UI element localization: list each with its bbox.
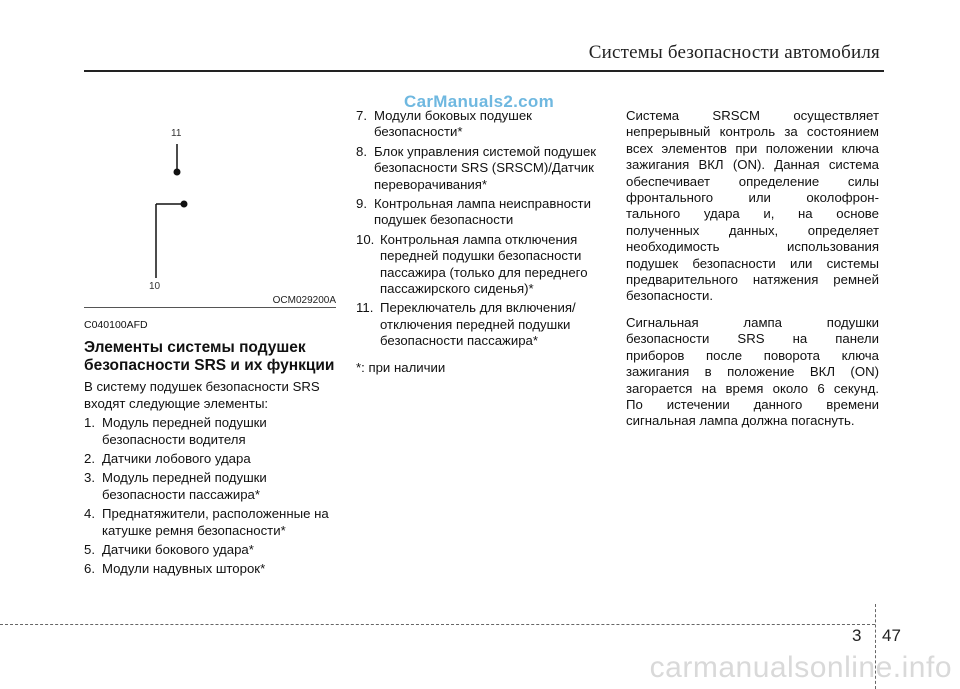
item-text: Переключатель для включения/отключения передней подушки безопасности пассажира* (380, 300, 576, 349)
figure-label-10: 10 (149, 281, 161, 292)
text-line: предварительного натяжения ремней (626, 272, 879, 288)
list-item (84, 415, 336, 448)
item-number: 11. (356, 300, 374, 316)
list-item (356, 232, 608, 298)
text-line: фронтального или околофрон- (626, 190, 879, 206)
page-chapter-number: 3 (852, 626, 862, 645)
item-text: Модуль передней подушки безопасности пассажира* (102, 470, 267, 502)
item-number: 1. (84, 415, 95, 431)
item-number: 5. (84, 542, 95, 558)
section-intro: В систему подушек безопасности SRS входят следующие элементы: (84, 379, 320, 411)
figure (84, 118, 336, 308)
page-number: 47 (882, 626, 901, 645)
item-text: Модули надувных шторок* (102, 561, 266, 577)
figure-code: OCM029200A (272, 295, 336, 306)
watermark-top[interactable]: CarManuals2.com (404, 92, 554, 111)
item-text: Преднатяжители, расположенные на катушке ремня безопасности* (102, 506, 329, 538)
text-line: зажигания ВКЛ (ON). Данная система (626, 157, 879, 173)
text-line: сигнальная лампа должна погаснуть. (626, 413, 855, 429)
list-item (356, 144, 608, 193)
text-line: зажигания в положение ВКЛ (ON) (626, 364, 879, 380)
text-line: тального удара и, на основе (626, 206, 879, 222)
item-text: Датчики бокового удара* (102, 542, 254, 558)
section-heading: Элементы системы подушек безопасности SRS и их функции (84, 339, 335, 374)
item-number: 3. (84, 470, 95, 486)
figure-label-11: 11 (171, 128, 182, 139)
item-text: Контрольная лампа неисправности подушек безопасности (374, 196, 591, 228)
item-number: 10. (356, 231, 375, 247)
item-number: 7. (356, 108, 367, 123)
paragraph-srscm (626, 108, 879, 305)
figure-bottom-rule (84, 307, 336, 308)
text-line: необходимость использования (626, 239, 879, 255)
paragraph-warning-lamp (626, 315, 879, 430)
item-number: 6. (84, 561, 95, 577)
footnote: *: при наличии (356, 359, 446, 375)
text-line: Сигнальная лампа подушки (626, 314, 879, 330)
list-item (84, 506, 336, 539)
header-rule (84, 70, 884, 72)
text-line: непрерывный контроль за состоянием (626, 124, 879, 140)
text-line: обеспечивает определение силы (626, 173, 879, 189)
text-line: Система SRSCM осуществляет (626, 108, 879, 123)
item-text: Контрольная лампа отключения передней подушки безопасности пассажира (только для переднего пассажирского сиденья)* (380, 231, 588, 297)
list-item (84, 451, 336, 467)
text-line: всех элементов при положении ключа (626, 140, 879, 156)
column-left (84, 317, 336, 581)
list-item (356, 300, 608, 349)
list-item (84, 542, 336, 558)
list-item (356, 108, 608, 141)
item-text: Модули боковых подушек безопасности* (374, 108, 532, 140)
list-item (84, 561, 336, 577)
item-number: 2. (84, 451, 95, 467)
item-text: Модуль передней подушки безопасности водителя (102, 415, 267, 447)
item-number: 9. (356, 196, 367, 212)
item-text: Блок управления системой подушек безопасности SRS (SRSCM)/Датчик переворачивания* (374, 143, 597, 192)
text-line: По истечении данного времени (626, 396, 879, 412)
text-line: полученных данных, определяет (626, 222, 879, 238)
page-rule (0, 624, 875, 625)
text-line: загорается на время около 6 секунд. (626, 380, 879, 396)
column-middle (356, 108, 608, 379)
text-line: безопасности. (626, 288, 714, 304)
header-title: Системы безопасности автомобиля (588, 42, 880, 63)
item-text: Датчики лобового удара (102, 451, 251, 467)
text-line: приборов после поворота ключа (626, 347, 879, 363)
figure-diagram (84, 118, 336, 308)
list-item (84, 470, 336, 503)
text-line: безопасности SRS на панели (626, 331, 879, 347)
section-code: C040100AFD (84, 319, 148, 331)
watermark-bottom[interactable]: carmanualsonline.info (649, 651, 952, 684)
item-number: 4. (84, 506, 95, 522)
item-number: 8. (356, 143, 367, 159)
list-item (356, 196, 608, 229)
text-line: подушек безопасности или системы (626, 255, 879, 271)
column-right (626, 108, 879, 430)
